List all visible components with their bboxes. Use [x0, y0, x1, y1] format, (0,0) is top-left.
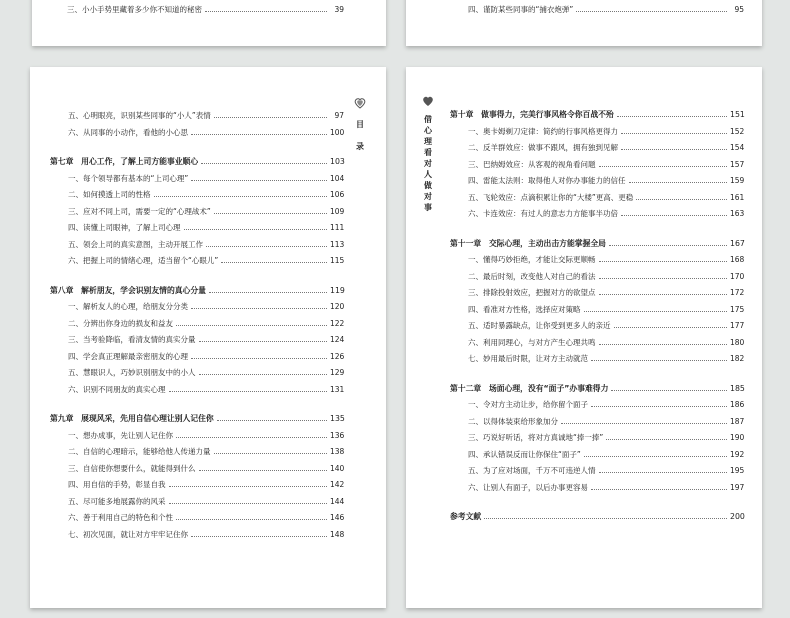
toc-entry-title: 四、学会真正理解最亲密朋友的心理: [68, 351, 188, 361]
toc-entry-title: 第七章 用心工作，了解上司方能事业顺心: [50, 157, 199, 166]
sidebar-char: 心: [424, 126, 432, 135]
toc-section-entry: [468, 301, 744, 315]
toc-entry-title: 二、最后时刻，改变他人对自己的看法: [468, 271, 596, 281]
dot-leader: [599, 261, 728, 262]
dot-leader: [199, 470, 328, 471]
toc-page-number: 200: [730, 512, 745, 521]
toc-page-number: 135: [330, 414, 345, 423]
toc-page-number: 180: [730, 337, 745, 347]
toc-entry-title: 一、令对方主动让步，给你留个面子: [468, 400, 588, 409]
dot-leader: [606, 439, 727, 440]
toc-page-number: 144: [330, 496, 345, 506]
toc-page-number: 39: [334, 5, 344, 14]
toc-chapter-entry: [450, 508, 744, 522]
dot-leader: [621, 149, 727, 150]
dot-leader: [154, 196, 328, 197]
toc-section-entry: [468, 268, 744, 282]
dot-leader: [214, 453, 328, 454]
dot-leader: [584, 311, 728, 312]
dot-leader: [176, 437, 327, 438]
toc-page-number: 100: [330, 127, 345, 137]
toc-page-number: 113: [330, 239, 345, 249]
dot-leader: [611, 390, 727, 391]
toc-section-entry: [68, 315, 344, 329]
dot-leader: [621, 215, 727, 216]
dot-leader: [561, 423, 727, 424]
dot-leader: [209, 292, 327, 293]
toc-entry-title: 六、让别人有面子，以后办事更容易: [468, 482, 588, 492]
toc-entry-title: 六、识别不同朋友的真实心理: [68, 384, 166, 394]
toc-entry-title: 三、巧说好听话，将对方真诚地“捧一捧”: [468, 433, 604, 442]
toc-entry-title: 第九章 展现风采，先用自信心理让别人记住你: [50, 414, 214, 423]
sidebar-char: 做: [424, 181, 432, 190]
toc-section-entry: [68, 443, 344, 457]
toc-section-entry: [468, 350, 744, 364]
heart-badge-icon: [422, 95, 434, 107]
dot-leader: [599, 294, 728, 295]
toc-page-number: 126: [330, 351, 345, 361]
toc-page-number: 106: [330, 190, 345, 199]
toc-page-number: 161: [730, 192, 745, 202]
toc-entry-title: 三、小小手势里藏着多少你不知道的秘密: [67, 5, 202, 14]
toc-entry-title: 三、应对不同上司，需要一定的“心理战术”: [68, 206, 211, 216]
toc-section-entry: [468, 413, 744, 427]
toc-chapter-entry: [50, 410, 344, 424]
dot-leader: [191, 134, 327, 135]
dot-leader: [201, 163, 327, 164]
toc-section-entry: [468, 284, 744, 298]
dot-leader: [599, 166, 728, 167]
toc-section-entry: [68, 348, 344, 362]
toc-page-number: 140: [330, 463, 345, 473]
dot-leader: [184, 229, 328, 230]
sidebar-char: 理: [424, 137, 432, 146]
toc-section-entry: [468, 123, 744, 137]
toc-section-entry: [468, 1, 744, 15]
sidebar-char: 对: [424, 159, 432, 168]
toc-entry-title: 六、利用同理心，与对方产生心理共鸣: [468, 337, 596, 347]
toc-page-number: 115: [330, 256, 345, 265]
toc-entry-title: 四、雷能太法则：取得他人对你办事能力的信任: [468, 176, 626, 185]
toc-page-number: 197: [730, 482, 745, 492]
page-top-left: [32, 0, 386, 46]
toc-entry-title: 第十一章 交际心理，主动出击方能掌握全局: [450, 238, 606, 248]
toc-section-entry: [468, 189, 744, 203]
sidebar-char: 借: [424, 115, 432, 124]
toc-entry-title: 一、想办成事，先让别人记住你: [68, 430, 173, 440]
dot-leader: [199, 374, 328, 375]
toc-page-number: 138: [330, 447, 345, 456]
dot-leader: [206, 246, 327, 247]
toc-page-number: 151: [730, 110, 745, 119]
contents-sidebar-mark: [354, 97, 366, 152]
toc-section-entry: [68, 526, 344, 540]
toc-page-number: 97: [334, 111, 344, 120]
book-title-sidebar-mark: [422, 95, 434, 213]
toc-page-number: 159: [730, 176, 745, 185]
toc-page-number: 111: [330, 223, 345, 232]
toc-page-number: 187: [730, 416, 745, 426]
toc-section-entry: [68, 186, 344, 200]
dot-leader: [205, 11, 327, 12]
dot-leader: [609, 245, 727, 246]
toc-page-number: 172: [730, 288, 745, 297]
toc-entry-title: 五、慧眼识人，巧妙识别朋友中的小人: [68, 368, 196, 377]
toc-page-number: 182: [730, 354, 745, 363]
dot-leader: [191, 358, 327, 359]
toc-entry-title: 七、妙用最后时限，让对方主动就范: [468, 354, 588, 363]
toc-section-entry: [68, 509, 344, 523]
dot-leader: [217, 420, 327, 421]
dot-leader: [214, 117, 327, 118]
toc-section-entry: [68, 493, 344, 507]
dot-leader: [169, 391, 328, 392]
toc-page-number: 104: [330, 173, 345, 183]
toc-section-entry: [68, 219, 344, 233]
toc-entry-title: 参考文献: [450, 512, 482, 521]
toc-page-number: 124: [330, 335, 345, 344]
dot-leader: [176, 325, 327, 326]
dot-leader: [599, 278, 728, 279]
toc-section-entry: [68, 331, 344, 345]
toc-page-number: 163: [730, 209, 745, 218]
heart-badge-icon: [354, 97, 366, 109]
toc-entry-title: 六、把握上司的情绪心理，适当留个“心眼儿”: [68, 256, 219, 265]
toc-entry-title: 六、善于利用自己的特色和个性: [68, 513, 173, 522]
toc-entry-title: 一、解析友人的心理，给朋友分分类: [68, 302, 188, 311]
dot-leader: [591, 360, 727, 361]
toc-section-entry: [68, 381, 344, 395]
page-bottom-left: [30, 67, 386, 608]
toc-section-entry: [468, 317, 744, 331]
dot-leader: [576, 11, 727, 12]
toc-page-number: 131: [330, 384, 345, 394]
toc-section-entry: [468, 334, 744, 348]
toc-section-entry: [468, 139, 744, 153]
toc-page-number: 152: [730, 126, 745, 136]
toc-entry-title: 七、初次见面，就让对方牢牢记住你: [68, 529, 188, 539]
sidebar-char: 事: [424, 203, 432, 212]
toc-page-number: 170: [730, 271, 745, 281]
toc-entry-title: 五、为了应对场面，千万不可违逆人情: [468, 466, 596, 475]
page-bottom-right: [406, 67, 762, 608]
toc-page-number: 148: [330, 529, 345, 539]
toc-section-entry: [68, 124, 344, 138]
dot-leader: [629, 182, 728, 183]
toc-entry-title: 四、用自信的手势，彰显自我: [68, 480, 166, 489]
toc-section-entry: [468, 479, 744, 493]
toc-section-entry: [68, 236, 344, 250]
toc-section-entry: [468, 446, 744, 460]
dot-leader: [214, 213, 327, 214]
toc-section-entry: [68, 298, 344, 312]
toc-section-entry: [468, 172, 744, 186]
toc-entry-title: 二、分辨出你身边的损友和益友: [68, 318, 173, 328]
toc-entry-title: 三、当考验降临，看清友情的真实分量: [68, 335, 196, 344]
sidebar-char: 看: [424, 148, 432, 157]
toc-page-number: 95: [734, 5, 744, 14]
toc-entry-title: 五、领会上司的真实意图，主动开展工作: [68, 239, 203, 249]
sidebar-char: 人: [424, 170, 432, 179]
toc-page-number: 185: [730, 383, 745, 393]
toc-section-entry: [468, 205, 744, 219]
toc-page-number: 167: [730, 238, 745, 248]
toc-entry-title: 三、巴纳姆效应：从客观的视角看问题: [468, 159, 596, 169]
dot-leader: [591, 489, 727, 490]
toc-page-number: 175: [730, 304, 745, 314]
dot-leader: [191, 180, 327, 181]
toc-section-entry: [468, 429, 744, 443]
toc-page-number: 142: [330, 480, 345, 489]
dot-leader: [617, 116, 727, 117]
toc-entry-title: 一、懂得巧妙拒绝，才能让交际更顺畅: [468, 255, 596, 264]
dot-leader: [176, 519, 327, 520]
toc-chapter-entry: [450, 380, 744, 394]
toc-entry-title: 三、自信使你想要什么，就能得到什么: [68, 463, 196, 473]
sidebar-char: 录: [356, 142, 364, 151]
toc-page-number: 192: [730, 449, 745, 459]
toc-entry-title: 五、尽可能多地展露你的风采: [68, 496, 166, 506]
toc-section-entry: [68, 476, 344, 490]
toc-page-number: 190: [730, 433, 745, 442]
dot-leader: [191, 308, 327, 309]
toc-entry-title: 六、卡连效应：有过人的意志力方能事半功倍: [468, 209, 618, 218]
toc-page-number: 154: [730, 143, 745, 152]
dot-leader: [484, 518, 727, 519]
toc-entry-title: 五、适时暴露缺点，让你受到更多人的亲近: [468, 321, 611, 330]
toc-entry-title: 二、如何摸透上司的性格: [68, 190, 151, 199]
toc-page-number: 109: [330, 206, 345, 216]
toc-section-entry: [68, 460, 344, 474]
toc-entry-title: 四、看准对方性格，选择应对策略: [468, 304, 581, 314]
dot-leader: [599, 344, 728, 345]
page-top-right: [406, 0, 762, 46]
toc-entry-title: 第八章 解析朋友，学会识别友情的真心分量: [50, 285, 206, 295]
dot-leader: [636, 199, 727, 200]
toc-entry-title: 五、飞轮效应：点滴积累让你的“大楼”更高、更稳: [468, 192, 634, 202]
toc-entry-title: 二、反羊群效应：做事不跟风，拥有独到见解: [468, 143, 618, 152]
toc-chapter-entry: [450, 235, 744, 249]
toc-entry-title: 一、每个领导都有基本的“上司心理”: [68, 173, 189, 183]
toc-section-entry: [68, 427, 344, 441]
toc-page-number: 119: [330, 285, 345, 295]
toc-section-entry: [68, 107, 344, 121]
toc-entry-title: 六、从同事的小动作，看他的小心思: [68, 127, 188, 137]
toc-section-entry: [468, 462, 744, 476]
toc-section-entry: [468, 156, 744, 170]
toc-section-entry: [67, 1, 344, 15]
toc-page-number: 177: [730, 321, 745, 330]
dot-leader: [599, 472, 728, 473]
toc-entry-title: 二、自信的心理暗示，能够给他人传递力量: [68, 447, 211, 456]
toc-section-entry: [68, 364, 344, 378]
dot-leader: [169, 486, 328, 487]
toc-entry-title: 三、排除投射效应，把握对方的欲望点: [468, 288, 596, 297]
toc-chapter-entry: [450, 106, 744, 120]
toc-chapter-entry: [50, 153, 344, 167]
toc-section-entry: [468, 396, 744, 410]
toc-page-number: 195: [730, 466, 745, 475]
sidebar-char: 目: [356, 120, 364, 129]
toc-entry-title: 四、承认错误反而让你保住“面子”: [468, 449, 581, 459]
toc-entry-title: 四、读懂上司眼神，了解上司心理: [68, 223, 181, 232]
dot-leader: [191, 536, 327, 537]
sidebar-char: 对: [424, 192, 432, 201]
toc-page-number: 122: [330, 318, 345, 328]
toc-entry-title: 二、以得体装束给形象加分: [468, 416, 558, 426]
toc-entry-title: 第十二章 场面心理，没有“面子”办事难得力: [450, 383, 609, 393]
dot-leader: [221, 262, 327, 263]
toc-section-entry: [68, 170, 344, 184]
toc-section-entry: [68, 203, 344, 217]
toc-section-entry: [68, 252, 344, 266]
dot-leader: [199, 341, 328, 342]
toc-page-number: 103: [330, 157, 345, 166]
toc-entry-title: 一、奥卡姆剃刀定律：简约的行事风格更得力: [468, 126, 618, 136]
dot-leader: [169, 503, 328, 504]
toc-page-number: 157: [730, 159, 745, 169]
dot-leader: [584, 456, 727, 457]
dot-leader: [614, 327, 728, 328]
dot-leader: [621, 133, 727, 134]
toc-page-number: 168: [730, 255, 745, 264]
toc-page-number: 186: [730, 400, 745, 409]
dot-leader: [591, 406, 727, 407]
toc-chapter-entry: [50, 282, 344, 296]
toc-page-number: 136: [330, 430, 345, 440]
toc-page-number: 120: [330, 302, 345, 311]
toc-page-number: 146: [330, 513, 345, 522]
toc-entry-title: 五、心明眼亮，识别某些同事的“小人”表情: [68, 111, 211, 120]
toc-section-entry: [468, 251, 744, 265]
toc-page-number: 129: [330, 368, 345, 377]
toc-entry-title: 四、谨防某些同事的“捕衣炮弹”: [468, 5, 574, 14]
toc-entry-title: 第十章 做事得力，完美行事风格令你百战不殆: [450, 110, 614, 119]
